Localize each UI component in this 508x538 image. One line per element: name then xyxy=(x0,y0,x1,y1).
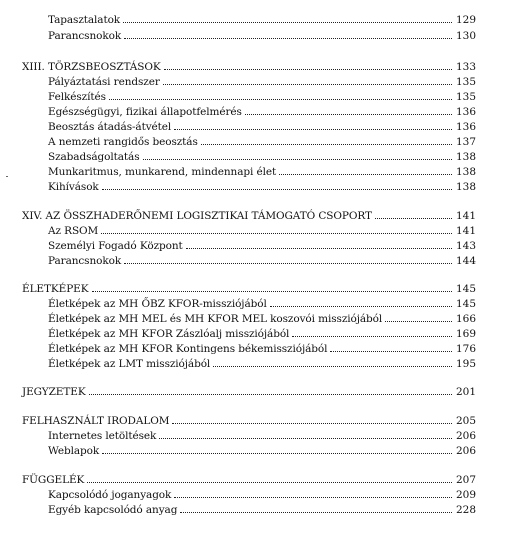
toc-entry-title: Életképek az MH KFOR Kontingens békemissziójából xyxy=(48,343,328,355)
toc-chapter xyxy=(22,472,476,486)
toc-entry-page: 166 xyxy=(455,313,476,325)
dot-leader xyxy=(174,497,452,498)
toc-entry-page: 169 xyxy=(455,328,476,340)
toc-entry-title: Internetes letöltések xyxy=(48,430,157,442)
dot-leader xyxy=(143,159,452,160)
toc-chapter-page: 141 xyxy=(455,210,476,222)
toc-chapter-page: 205 xyxy=(455,415,476,427)
dot-leader xyxy=(385,321,452,322)
toc-chapter xyxy=(22,413,476,427)
toc-entry-title: Életképek az MH KFOR Zászlóalj missziójából xyxy=(48,328,290,340)
toc-entry-title: Kihívások xyxy=(48,181,99,193)
toc-entry-title: Kapcsolódó joganyagok xyxy=(48,489,172,501)
toc-entry-page: 138 xyxy=(455,151,476,163)
toc-entry xyxy=(48,164,476,178)
toc-entry-title: Weblapok xyxy=(48,445,100,457)
toc-entry xyxy=(48,296,476,310)
toc-entry xyxy=(48,311,476,325)
toc-chapter xyxy=(22,208,476,222)
toc-entry-page: 144 xyxy=(455,255,476,267)
dot-leader xyxy=(92,291,452,292)
toc-entry-page: 228 xyxy=(455,504,476,516)
toc-entry-page: 206 xyxy=(455,445,476,457)
toc-entry-page: 141 xyxy=(455,225,476,237)
toc-chapter xyxy=(22,281,476,295)
toc-entry-page: 129 xyxy=(455,14,476,26)
toc-entry-page: 135 xyxy=(455,91,476,103)
toc-chapter-title: FÜGGELÉK xyxy=(22,474,85,486)
toc-entry xyxy=(48,28,476,42)
toc-chapter-title: FELHASZNÁLT IRODALOM xyxy=(22,415,170,427)
toc-entry xyxy=(48,179,476,193)
toc-entry-title: Az RSOM xyxy=(48,225,99,237)
toc-entry xyxy=(48,487,476,501)
toc-entry-page: 195 xyxy=(455,358,476,370)
dot-leader xyxy=(245,114,452,115)
toc-chapter xyxy=(22,59,476,73)
toc-entry-page: 136 xyxy=(455,106,476,118)
toc-entry-title: Egészségügyi, fizikai állapotfelmérés xyxy=(48,106,242,118)
toc-entry xyxy=(48,253,476,267)
toc-entry-title: Parancsnokok xyxy=(48,255,122,267)
toc-entry-page: 206 xyxy=(455,430,476,442)
dot-leader xyxy=(163,84,452,85)
toc-entry xyxy=(48,149,476,163)
dot-leader xyxy=(123,22,452,23)
toc-entry-page: 176 xyxy=(455,343,476,355)
dot-leader xyxy=(101,233,452,234)
toc-entry-title: Pályáztatási rendszer xyxy=(48,76,160,88)
dot-leader xyxy=(159,438,452,439)
toc-entry-title: Életképek az MH ŐBZ KFOR-missziójából xyxy=(48,298,267,310)
toc-chapter-page: 207 xyxy=(455,474,476,486)
toc-entry-page: 136 xyxy=(455,121,476,133)
dot-leader xyxy=(87,482,452,483)
toc-entry xyxy=(48,12,476,26)
toc-chapter-title: ÉLETKÉPEK xyxy=(22,283,89,295)
toc-entry-title: Beosztás átadás-átvétel xyxy=(48,121,172,133)
dot-leader xyxy=(186,248,452,249)
dot-leader xyxy=(180,512,452,513)
toc-entry-title: Parancsnokok xyxy=(48,30,122,42)
dot-leader xyxy=(172,423,452,424)
toc-entry xyxy=(48,238,476,252)
toc-entry-title: Egyéb kapcsolódó anyag xyxy=(48,504,178,516)
scan-speck xyxy=(6,176,8,177)
toc-chapter-title: JEGYZETEK xyxy=(22,386,86,398)
toc-entry-page: 209 xyxy=(455,489,476,501)
toc-entry xyxy=(48,356,476,370)
dot-leader xyxy=(213,366,452,367)
toc-entry xyxy=(48,223,476,237)
toc-entry xyxy=(48,104,476,118)
toc-entry-page: 145 xyxy=(455,298,476,310)
dot-leader xyxy=(330,351,452,352)
dot-leader xyxy=(375,218,452,219)
dot-leader xyxy=(102,189,452,190)
dot-leader xyxy=(102,453,452,454)
toc-entry xyxy=(48,341,476,355)
toc-entry-title: Életképek az LMT missziójából xyxy=(48,358,211,370)
toc-chapter xyxy=(22,384,476,398)
toc-chapter-page: 133 xyxy=(455,61,476,73)
toc-entry xyxy=(48,119,476,133)
dot-leader xyxy=(201,144,452,145)
toc-entry-page: 143 xyxy=(455,240,476,252)
dot-leader xyxy=(164,69,452,70)
toc-entry xyxy=(48,89,476,103)
toc-entry-title: Felkészítés xyxy=(48,91,106,103)
toc-entry-page: 130 xyxy=(455,30,476,42)
toc-entry xyxy=(48,326,476,340)
toc-entry xyxy=(48,443,476,457)
dot-leader xyxy=(89,394,452,395)
dot-leader xyxy=(292,336,452,337)
toc-entry-title: A nemzeti rangidős beosztás xyxy=(48,136,198,148)
toc-entry-title: Személyi Fogadó Központ xyxy=(48,240,183,252)
toc-chapter-page: 145 xyxy=(455,283,476,295)
toc-entry-title: Életképek az MH MEL és MH KFOR MEL koszovói missziójából xyxy=(48,313,383,325)
toc-entry-title: Tapasztalatok xyxy=(48,14,121,26)
toc-chapter-title: XIII. TÖRZSBEOSZTÁSOK xyxy=(22,61,161,73)
toc-entry xyxy=(48,134,476,148)
dot-leader xyxy=(109,99,452,100)
toc-entry-page: 138 xyxy=(455,181,476,193)
toc-entry xyxy=(48,74,476,88)
toc-entry-page: 138 xyxy=(455,166,476,178)
toc-entry xyxy=(48,428,476,442)
toc-entry xyxy=(48,502,476,516)
toc-chapter-page: 201 xyxy=(455,386,476,398)
toc-entry-page: 135 xyxy=(455,76,476,88)
dot-leader xyxy=(279,174,452,175)
toc-chapter-title: XIV. AZ ÖSSZHADERŐNEMI LOGISZTIKAI TÁMOGATÓ CSOPORT xyxy=(22,210,372,222)
toc-entry-title: Munkaritmus, munkarend, mindennapi élet xyxy=(48,166,277,178)
toc-entry-title: Szabadságoltatás xyxy=(48,151,140,163)
dot-leader xyxy=(174,129,452,130)
dot-leader xyxy=(124,38,452,39)
toc-entry-page: 137 xyxy=(455,136,476,148)
dot-leader xyxy=(124,263,452,264)
dot-leader xyxy=(270,306,452,307)
